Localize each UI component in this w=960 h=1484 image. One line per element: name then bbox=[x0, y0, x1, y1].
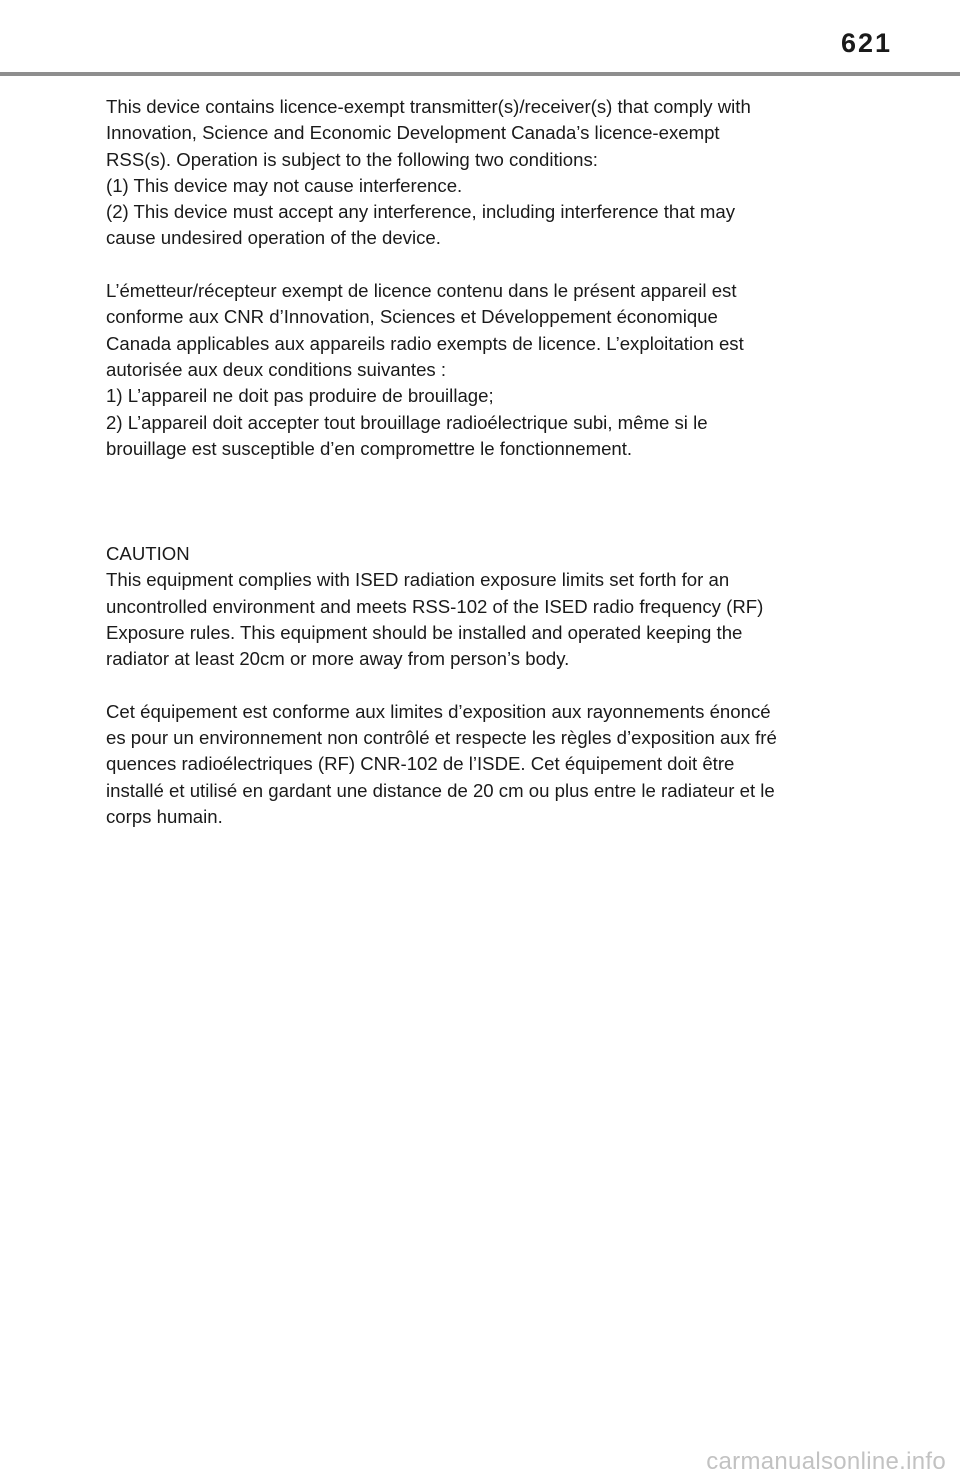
english-licence-notice bbox=[106, 94, 866, 252]
caution-english-line: This equipment complies with ISED radiation exposure limits set forth for an bbox=[106, 569, 730, 591]
english-notice-line: RSS(s). Operation is subject to the following two conditions: bbox=[106, 148, 598, 170]
caution-french-line: corps humain. bbox=[106, 806, 223, 828]
french-notice-line: Canada applicables aux appareils radio exempts de licence. L’exploitation est bbox=[106, 332, 744, 354]
page-number: 621 bbox=[840, 28, 892, 58]
caution-english-line: radiator at least 20cm or more away from person’s body. bbox=[106, 648, 570, 670]
caution-french-line: es pour un environnement non contrôlé et respecte les règles d’exposition aux fré bbox=[106, 727, 777, 749]
french-notice-line: 2) L’appareil doit accepter tout brouillage radioélectrique subi, même si le bbox=[106, 411, 708, 433]
caution-french-block bbox=[106, 699, 866, 830]
site-watermark: carmanualsonline.info bbox=[706, 1448, 946, 1475]
french-notice-line: autorisée aux deux conditions suivantes : bbox=[106, 358, 447, 380]
caution-english-line: Exposure rules. This equipment should be installed and operated keeping the bbox=[106, 621, 743, 643]
caution-heading: CAUTION bbox=[106, 543, 190, 565]
paragraph-spacer bbox=[106, 252, 866, 278]
caution-french-line: Cet équipement est conforme aux limites d’exposition aux rayonnements énoncé bbox=[106, 700, 771, 722]
french-notice-line: conforme aux CNR d’Innovation, Sciences et Développement économique bbox=[106, 306, 718, 328]
caution-french-line: quences radioélectriques (RF) CNR-102 de l’ISDE. Cet équipement doit être bbox=[106, 753, 735, 775]
header-rule bbox=[0, 72, 960, 76]
paragraph-spacer bbox=[106, 673, 866, 699]
page-content bbox=[106, 94, 866, 830]
english-notice-line: This device contains licence-exempt transmitter(s)/receiver(s) that comply with bbox=[106, 96, 751, 117]
english-notice-line: Innovation, Science and Economic Development Canada’s licence-exempt bbox=[106, 122, 720, 144]
section-spacer bbox=[106, 462, 866, 541]
english-notice-line: cause undesired operation of the device. bbox=[106, 227, 441, 249]
french-notice-line: brouillage est susceptible d’en compromettre le fonctionnement. bbox=[106, 437, 633, 459]
caution-english-block bbox=[106, 541, 866, 672]
english-notice-line: (1) This device may not cause interference. bbox=[106, 174, 463, 196]
french-licence-notice bbox=[106, 278, 866, 462]
french-notice-line: 1) L’appareil ne doit pas produire de brouillage; bbox=[106, 385, 494, 407]
french-notice-line: L’émetteur/récepteur exempt de licence contenu dans le présent appareil est bbox=[106, 280, 737, 302]
english-notice-line: (2) This device must accept any interference, including interference that may bbox=[106, 201, 736, 223]
caution-english-line: uncontrolled environment and meets RSS-102 of the ISED radio frequency (RF) bbox=[106, 595, 764, 617]
caution-french-line: installé et utilisé en gardant une distance de 20 cm ou plus entre le radiateur et le bbox=[106, 779, 775, 801]
